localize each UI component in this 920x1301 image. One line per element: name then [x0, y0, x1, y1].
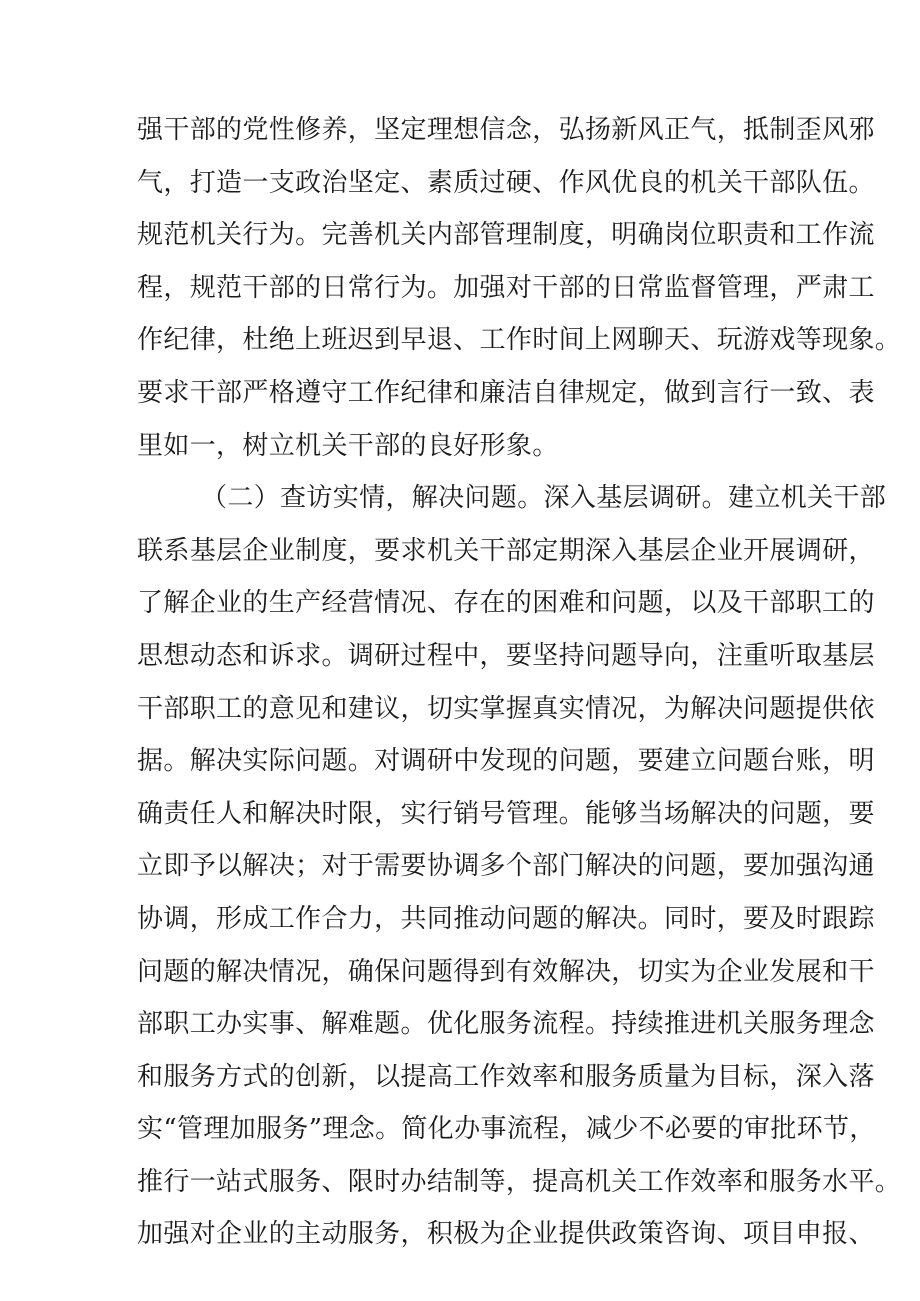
text-line: 协调，形成工作合力，共同推动问题的解决。同时，要及时跟踪 [137, 903, 875, 934]
text-line: 部职工办实事、解难题。优化服务流程。持续推进机关服务理念 [137, 1009, 875, 1040]
text-line: 里如一，树立机关干部的良好形象。 [137, 430, 559, 461]
text-line: 问题的解决情况，确保问题得到有效解决，切实为企业发展和干 [137, 956, 875, 987]
text-line: 作纪律，杜绝上班迟到早退、工作时间上网聊天、玩游戏等现象。 [137, 325, 902, 356]
text-line: 立即予以解决；对于需要协调多个部门解决的问题，要加强沟通 [137, 851, 875, 882]
body-text [137, 104, 902, 1261]
text-line: 规范机关行为。完善机关内部管理制度，明确岗位职责和工作流 [137, 220, 875, 251]
text-line: 确责任人和解决时限，实行销号管理。能够当场解决的问题，要 [137, 798, 875, 829]
section-heading-line: （二）查访实情，解决问题。深入基层调研。建立机关干部 [201, 483, 887, 514]
text-line: 干部职工的意见和建议，切实掌握真实情况，为解决问题提供依 [137, 693, 875, 724]
text-line: 要求干部严格遵守工作纪律和廉洁自律规定，做到言行一致、表 [137, 377, 875, 408]
text-line: 和服务方式的创新，以提高工作效率和服务质量为目标，深入落 [137, 1061, 875, 1092]
text-line: 联系基层企业制度，要求机关干部定期深入基层企业开展调研， [137, 535, 875, 566]
text-line: 加强对企业的主动服务，积极为企业提供政策咨询、项目申报、 [137, 1219, 875, 1250]
text-line: 强干部的党性修养，坚定理想信念，弘扬新风正气，抵制歪风邪 [137, 115, 875, 145]
text-line: 了解企业的生产经营情况、存在的困难和问题，以及干部职工的 [137, 588, 875, 619]
text-line: 实“管理加服务”理念。简化办事流程，减少不必要的审批环节， [137, 1114, 876, 1145]
text-line: 据。解决实际问题。对调研中发现的问题，要建立问题台账，明 [137, 746, 875, 777]
text-line: 程，规范干部的日常行为。加强对干部的日常监督管理，严肃工 [137, 272, 875, 303]
text-line: 思想动态和诉求。调研过程中，要坚持问题导向，注重听取基层 [137, 640, 875, 671]
text-line: 气，打造一支政治坚定、素质过硬、作风优良的机关干部队伍。 [137, 167, 875, 198]
text-line: 推行一站式服务、限时办结制等，提高机关工作效率和服务水平。 [137, 1166, 902, 1197]
